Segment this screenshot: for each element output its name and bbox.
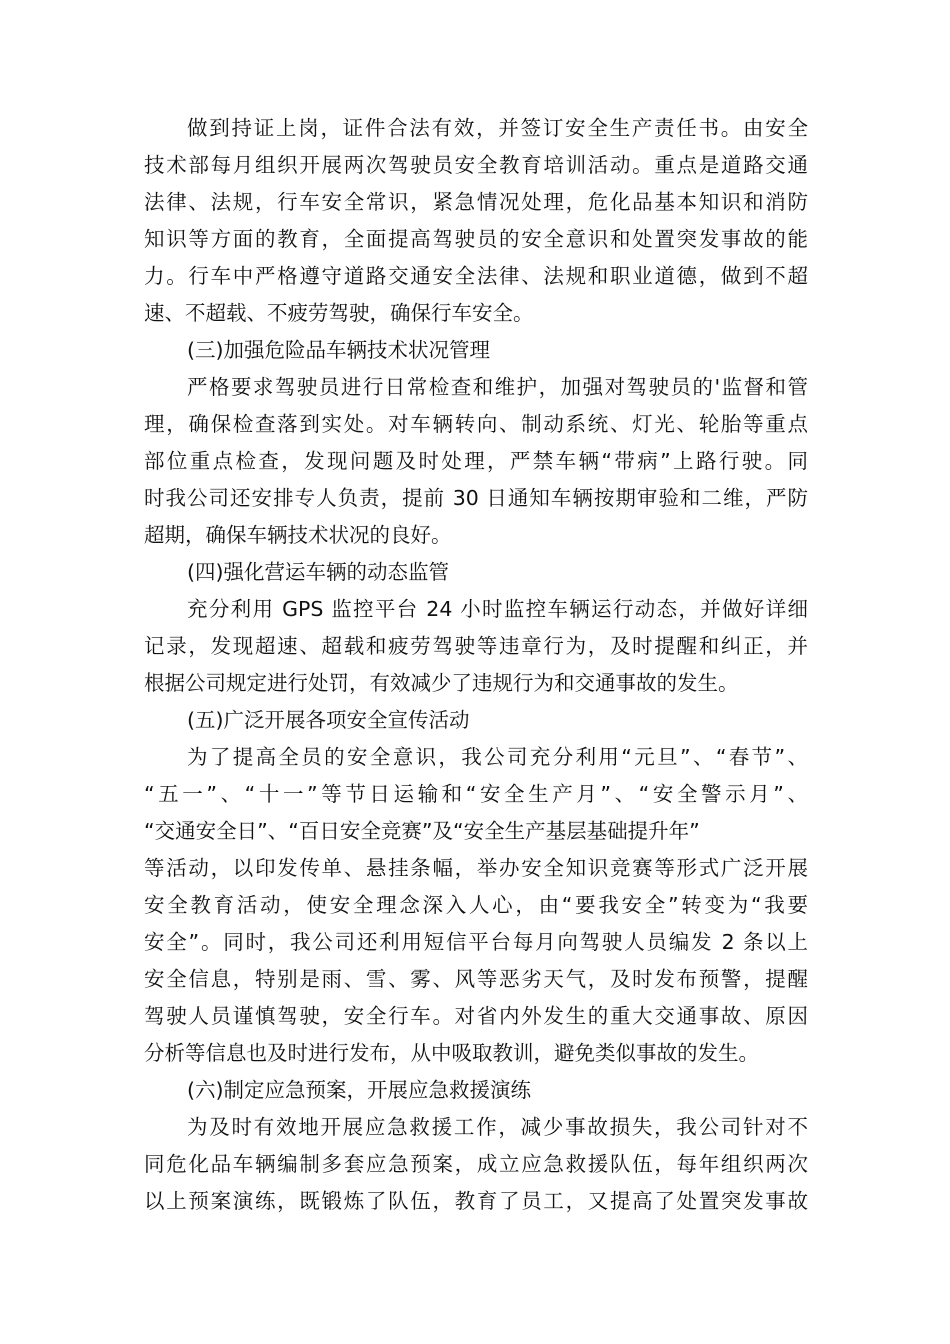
text-line: 技术部每月组织开展两次驾驶员安全教育培训活动。重点是道路交通 (144, 153, 808, 177)
text-line: “交通安全日”、“百日安全竞赛”及“安全生产基层基础提升年” (144, 819, 700, 843)
text-line: 充分利用 GPS 监控平台 24 小时监控车辆运行动态，并做好详细 (187, 597, 808, 621)
text-line: 严格要求驾驶员进行日常检查和维护，加强对驾驶员的'监督和管 (187, 375, 808, 399)
text-line: 部位重点检查，发现问题及时处理，严禁车辆“带病”上路行驶。同 (144, 449, 808, 473)
text-line: 知识等方面的教育，全面提高驾驶员的安全意识和处置突发事故的能 (144, 227, 808, 251)
text-line: 安全信息，特别是雨、雪、雾、风等恶劣天气，及时发布预警，提醒 (144, 967, 808, 991)
text-line: 理，确保检查落到实处。对车辆转向、制动系统、灯光、轮胎等重点 (144, 412, 808, 436)
text-line: “五一”、“十一”等节日运输和“安全生产月”、“安全警示月”、 (144, 782, 808, 806)
text-line: 安全”。同时，我公司还利用短信平台每月向驾驶人员编发 2 条以上 (144, 930, 808, 954)
text-line: (四)强化营运车辆的动态监管 (187, 560, 449, 584)
document-body (144, 110, 808, 1220)
text-line: 做到持证上岗，证件合法有效，并签订安全生产责任书。由安全 (187, 116, 808, 140)
text-line: 时我公司还安排专人负责，提前 30 日通知车辆按期审验和二维，严防 (144, 486, 808, 510)
text-line: 等活动，以印发传单、悬挂条幅，举办安全知识竞赛等形式广泛开展 (144, 856, 808, 880)
text-line: 记录，发现超速、超载和疲劳驾驶等违章行为，及时提醒和纠正，并 (144, 634, 808, 658)
text-line: (三)加强危险品车辆技术状况管理 (187, 338, 490, 362)
text-line: 速、不超载、不疲劳驾驶，确保行车安全。 (144, 301, 534, 325)
text-line: 为及时有效地开展应急救援工作，减少事故损失，我公司针对不 (187, 1115, 808, 1139)
text-line: 以上预案演练，既锻炼了队伍，教育了员工，又提高了处置突发事故 (144, 1189, 808, 1213)
text-line: 驾驶人员谨慎驾驶，安全行车。对省内外发生的重大交通事故、原因 (144, 1004, 808, 1028)
text-line: 超期，确保车辆技术状况的良好。 (144, 523, 452, 547)
text-line: (六)制定应急预案，开展应急救援演练 (187, 1078, 531, 1102)
text-line: 安全教育活动，使安全理念深入人心，由“要我安全”转变为“我要 (144, 893, 808, 917)
text-line: 力。行车中严格遵守道路交通安全法律、法规和职业道德，做到不超 (144, 264, 808, 288)
text-line: (五)广泛开展各项安全宣传活动 (187, 708, 470, 732)
text-line: 为了提高全员的安全意识，我公司充分利用“元旦”、“春节”、 (187, 745, 808, 769)
text-line: 根据公司规定进行处罚，有效减少了违规行为和交通事故的发生。 (144, 671, 739, 695)
text-line: 分析等信息也及时进行发布，从中吸取教训，避免类似事故的发生。 (144, 1041, 759, 1065)
text-line: 同危化品车辆编制多套应急预案，成立应急救援队伍，每年组织两次 (144, 1152, 808, 1176)
text-line: 法律、法规，行车安全常识，紧急情况处理，危化品基本知识和消防 (144, 190, 808, 214)
